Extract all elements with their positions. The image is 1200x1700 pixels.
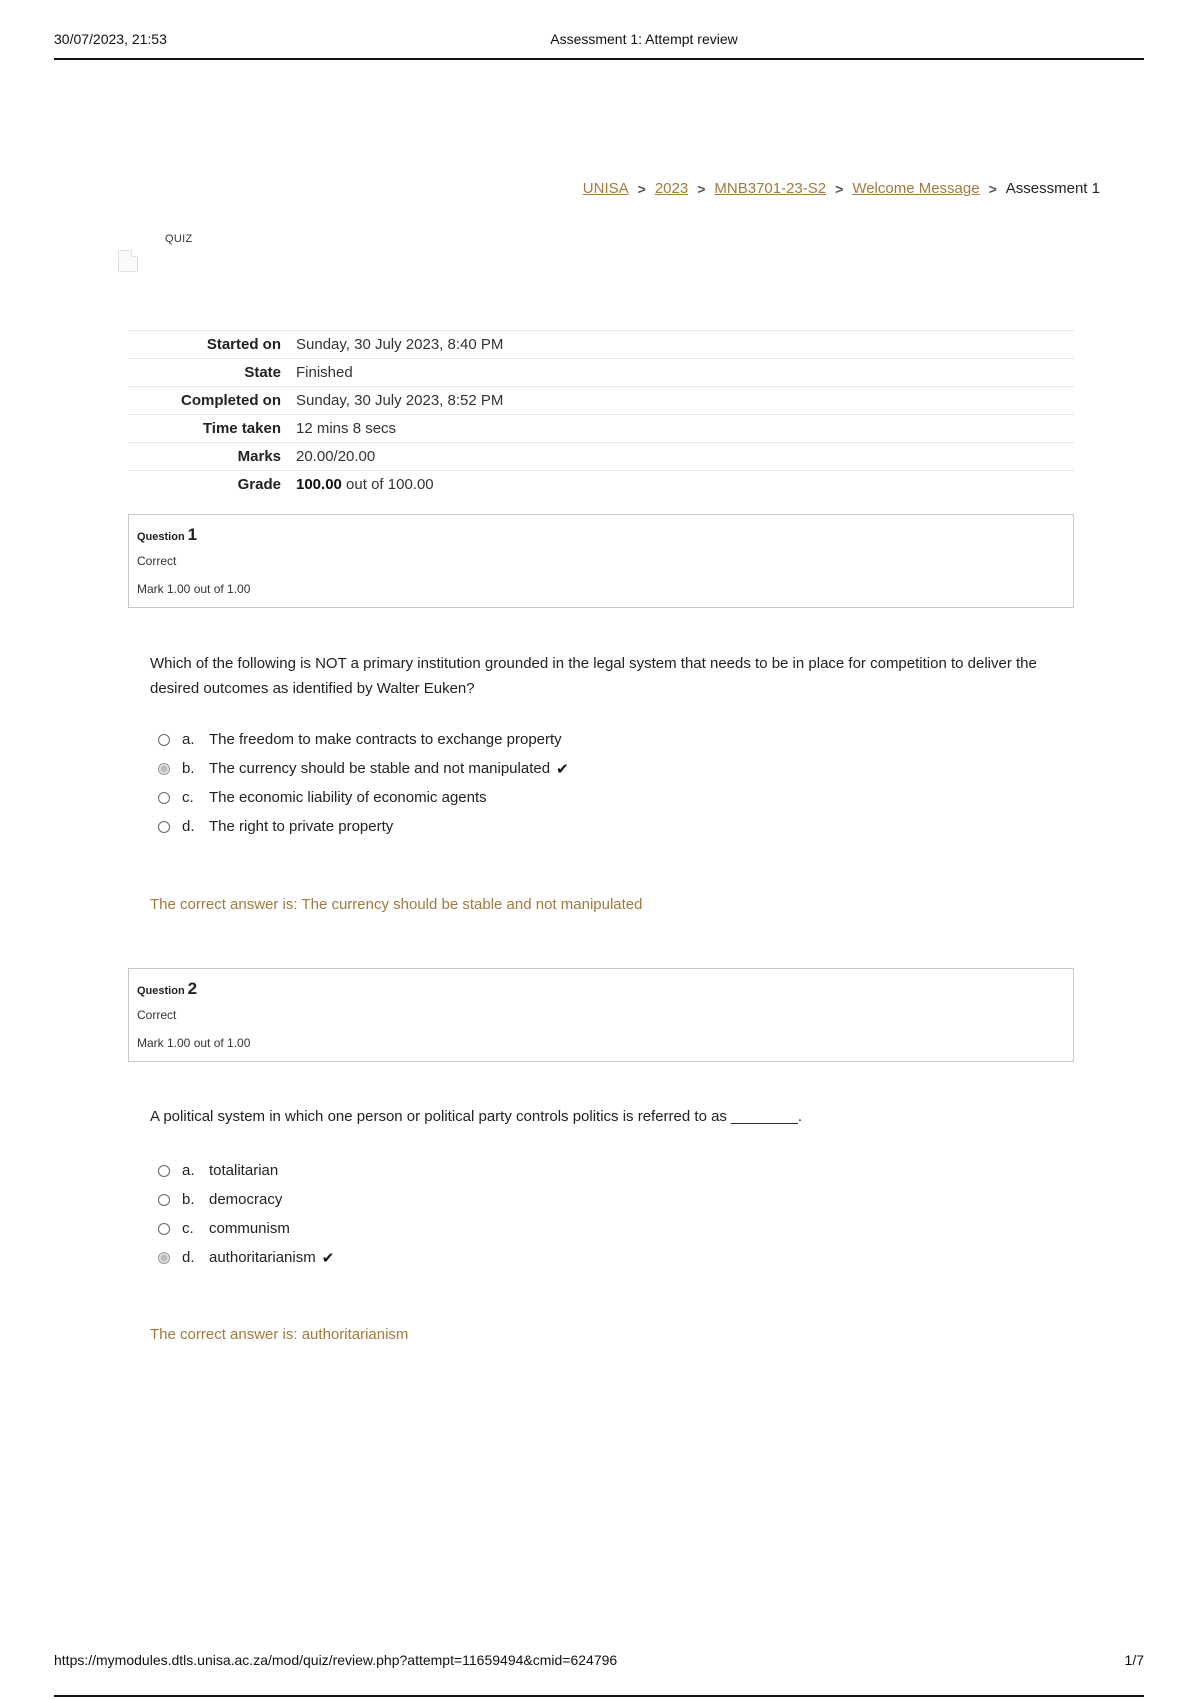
question-number-value: 1: [187, 525, 198, 544]
correct-answer-feedback: The correct answer is: authoritarianism: [150, 1326, 409, 1343]
breadcrumb-link-year[interactable]: 2023: [654, 180, 689, 197]
radio-button[interactable]: [158, 1223, 170, 1235]
question-number: [137, 979, 197, 999]
print-url: https://mymodules.dtls.unisa.ac.za/mod/quiz/review.php?attempt=11659494&cmid=624796: [54, 1652, 618, 1668]
print-datetime: 30/07/2023, 21:53: [54, 31, 167, 47]
summary-value: Sunday, 30 July 2023, 8:40 PM: [296, 336, 504, 353]
footer-divider: [54, 1695, 1144, 1697]
answer-letter: b.: [182, 1191, 195, 1208]
question-label: Question: [137, 985, 185, 997]
summary-row-grade: [128, 471, 1074, 499]
breadcrumb-link-unisa[interactable]: UNISA: [582, 180, 629, 197]
attempt-summary-table: [128, 330, 1074, 498]
summary-row-completed: [128, 387, 1074, 415]
breadcrumb: [583, 180, 1100, 197]
answer-letter: c.: [182, 789, 194, 806]
breadcrumb-current: Assessment 1: [1005, 180, 1100, 197]
answer-text: The freedom to make contracts to exchange property: [209, 731, 562, 748]
chevron-right-icon: >: [697, 180, 706, 197]
answer-option[interactable]: [158, 783, 569, 812]
answer-text: democracy: [209, 1191, 283, 1208]
answer-option[interactable]: [158, 725, 569, 754]
breadcrumb-link-module[interactable]: MNB3701-23-S2: [714, 180, 827, 197]
summary-label: Marks: [237, 448, 281, 465]
radio-button[interactable]: [158, 734, 170, 746]
page-number: 1/7: [1124, 1652, 1144, 1668]
answer-option[interactable]: [158, 1214, 334, 1243]
activity-type-label: QUIZ: [165, 233, 193, 245]
question-number-value: 2: [187, 979, 198, 998]
summary-label: State: [244, 364, 281, 381]
summary-value: 20.00/20.00: [296, 448, 376, 465]
breadcrumb-link-welcome[interactable]: Welcome Message: [852, 180, 980, 197]
question-state: Correct: [137, 1008, 177, 1022]
answer-text: communism: [209, 1220, 290, 1237]
summary-row-marks: [128, 443, 1074, 471]
answer-letter: a.: [182, 1162, 195, 1179]
question-mark: Mark 1.00 out of 1.00: [137, 1036, 251, 1050]
grade-value: 100.00: [296, 476, 342, 493]
chevron-right-icon: >: [637, 180, 646, 197]
question-number: [137, 525, 197, 545]
answer-letter: b.: [182, 760, 195, 777]
answer-letter: a.: [182, 731, 195, 748]
summary-label: Completed on: [181, 392, 281, 409]
summary-row-state: [128, 359, 1074, 387]
answer-text: authoritarianism: [209, 1249, 316, 1266]
question-text: Which of the following is NOT a primary institution grounded in the legal system that needs to be in place for competition to deliver the desired outcomes as identified by Walter Euken?: [150, 655, 1037, 697]
answer-option[interactable]: [158, 1243, 334, 1272]
summary-value: Sunday, 30 July 2023, 8:52 PM: [296, 392, 504, 409]
chevron-right-icon: >: [988, 180, 997, 197]
question-label: Question: [137, 531, 185, 543]
summary-label: Started on: [206, 336, 281, 353]
question-text: A political system in which one person or political party controls politics is referred to as ________.: [150, 1108, 802, 1125]
answer-text: The currency should be stable and not manipulated: [209, 760, 551, 777]
radio-button-selected[interactable]: [158, 1252, 170, 1264]
answer-letter: d.: [182, 1249, 195, 1266]
summary-value: [296, 471, 1074, 499]
answer-options: [158, 1156, 334, 1272]
question-info-box: [128, 968, 1074, 1062]
radio-button[interactable]: [158, 1194, 170, 1206]
radio-button-selected[interactable]: [158, 763, 170, 775]
summary-label: Grade: [237, 476, 281, 493]
answer-letter: c.: [182, 1220, 194, 1237]
radio-button[interactable]: [158, 821, 170, 833]
answer-option[interactable]: [158, 812, 569, 841]
answer-text: totalitarian: [209, 1162, 279, 1179]
summary-label: Time taken: [202, 420, 281, 437]
question-state: Correct: [137, 554, 177, 568]
answer-text: The right to private property: [209, 818, 394, 835]
grade-suffix: out of 100.00: [341, 476, 434, 493]
answer-letter: d.: [182, 818, 195, 835]
answer-text: The economic liability of economic agents: [209, 789, 487, 806]
summary-value: 12 mins 8 secs: [296, 420, 397, 437]
summary-row-started: [128, 331, 1074, 359]
summary-row-time: [128, 415, 1074, 443]
question-info-box: [128, 514, 1074, 608]
answer-option[interactable]: [158, 754, 569, 783]
chevron-right-icon: >: [835, 180, 844, 197]
answer-options: [158, 725, 569, 841]
quiz-icon: [118, 250, 138, 272]
check-icon: ✔: [556, 760, 569, 778]
check-icon: ✔: [321, 1249, 335, 1267]
radio-button[interactable]: [158, 1165, 170, 1177]
answer-option[interactable]: [158, 1156, 334, 1185]
summary-value: Finished: [296, 364, 353, 381]
print-header: [54, 28, 1144, 60]
question-mark: Mark 1.00 out of 1.00: [137, 582, 251, 596]
correct-answer-feedback: The correct answer is: The currency should be stable and not manipulated: [150, 896, 643, 913]
print-title: Assessment 1: Attempt review: [550, 31, 738, 47]
radio-button[interactable]: [158, 792, 170, 804]
answer-option[interactable]: [158, 1185, 334, 1214]
